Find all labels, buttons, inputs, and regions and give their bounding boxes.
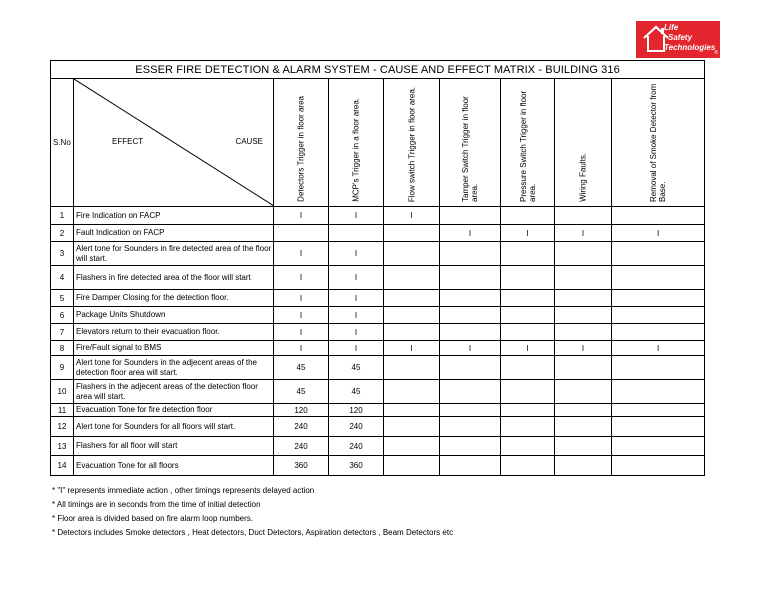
cause-header-label: Wiring Faults. [578,153,588,202]
footnote: * Floor area is divided based on fire alarm loop numbers. [52,514,253,523]
matrix-cell [440,437,501,456]
table-row [51,290,705,307]
matrix-cell: I [274,324,329,341]
cause-header-label: Removal of Smoke Detector from Base. [649,83,668,202]
matrix-cell [612,242,705,266]
matrix-cell [440,324,501,341]
matrix-cell: I [274,290,329,307]
table-row [51,437,705,456]
matrix-cell: I [329,307,384,324]
row-number: 10 [51,380,74,404]
effect-cell: Fire/Fault signal to BMS [74,341,274,356]
matrix-cell: I [612,225,705,242]
matrix-cell: 240 [274,417,329,437]
matrix-cell [555,380,612,404]
logo-line-3: Technologies [664,43,716,52]
cause-header-label: Detectors Trigger in floor area [296,96,306,202]
matrix-cell [384,324,440,341]
matrix-cell [440,417,501,437]
matrix-cell [440,404,501,417]
matrix-cell [440,242,501,266]
matrix-cell [612,266,705,290]
matrix-cell [501,404,555,417]
row-number: 14 [51,456,74,476]
matrix-cell [384,225,440,242]
footnote: * "I" represents immediate action , other timings represents delayed action [52,486,315,495]
effect-cell: Evacuation Tone for fire detection floor [74,404,274,417]
matrix-cell [440,290,501,307]
matrix-cell [501,242,555,266]
matrix-cell: 240 [274,437,329,456]
table-row [51,307,705,324]
matrix-cell: I [329,290,384,307]
matrix-cell [555,242,612,266]
matrix-cell: I [274,341,329,356]
matrix-cell: 240 [329,417,384,437]
effect-cell: Package Units Shutdown [74,307,274,324]
cause-header [274,79,329,207]
effect-cell: Flashers in fire detected area of the floor will start [74,266,274,290]
table-row [51,417,705,437]
matrix-cell: 45 [329,380,384,404]
matrix-cell [384,307,440,324]
row-number: 12 [51,417,74,437]
footnotes [52,484,453,540]
matrix-cell [384,456,440,476]
table-row [51,341,705,356]
matrix-cell [440,266,501,290]
matrix-cell: I [384,207,440,225]
row-number: 6 [51,307,74,324]
cause-effect-matrix [50,60,705,476]
effect-cell: Alert tone for Sounders in fire detected area of the floor will start. [74,242,274,266]
logo-line-2: Safety [668,33,693,42]
cause-header-label: Flow switch Trigger in floor area. [407,86,416,202]
row-number: 9 [51,356,74,380]
matrix-cell [555,207,612,225]
table-row [51,380,705,404]
table-row [51,242,705,266]
table-row [51,404,705,417]
matrix-cell [501,266,555,290]
company-logo [636,21,720,58]
effect-cell: Flashers in the adjecent areas of the detection floor area will start. [74,380,274,404]
effect-cell: Elevators return to their evacuation floor. [74,324,274,341]
matrix-cell [384,266,440,290]
matrix-cell: I [329,341,384,356]
matrix-cell: I [274,307,329,324]
table-row [51,207,705,225]
matrix-cell [501,417,555,437]
row-number: 1 [51,207,74,225]
matrix-cell [501,380,555,404]
matrix-cell [501,324,555,341]
matrix-cell: 120 [329,404,384,417]
cause-label: CAUSE [235,137,263,146]
table-row [51,324,705,341]
matrix-cell: 45 [329,356,384,380]
row-number: 2 [51,225,74,242]
row-number: 7 [51,324,74,341]
matrix-cell [501,437,555,456]
cause-header [501,79,555,207]
effect-cell: Fault Indication on FACP [74,225,274,242]
effect-cell: Fire Damper Closing for the detection floor. [74,290,274,307]
cause-header [329,79,384,207]
matrix-cell [384,290,440,307]
matrix-cell [501,307,555,324]
matrix-cell: I [274,242,329,266]
cause-header [555,79,612,207]
matrix-cell: I [555,341,612,356]
row-number: 8 [51,341,74,356]
matrix-cell [501,290,555,307]
matrix-cell [555,324,612,341]
matrix-cell [612,380,705,404]
page-title: ESSER FIRE DETECTION & ALARM SYSTEM - CAUSE AND EFFECT MATRIX - BUILDING 316 [51,61,705,79]
matrix-cell [384,437,440,456]
matrix-cell: I [555,225,612,242]
matrix-cell: I [501,341,555,356]
matrix-cell [440,207,501,225]
matrix-cell [612,307,705,324]
cause-header-label: MCP's Trigger in a floor area. [351,98,361,202]
matrix-cell: I [612,341,705,356]
matrix-cell [555,290,612,307]
cause-header-label: Pressure Switch Trigger in floor area. [518,90,537,202]
footnote: * All timings are in seconds from the time of initial detection [52,500,261,509]
effect-cell: Flashers for all floor will start [74,437,274,456]
matrix-cell: 45 [274,380,329,404]
row-number: 3 [51,242,74,266]
effect-cell: Alert tone for Sounders in the adjecent areas of the detection floor area will start. [74,356,274,380]
matrix-cell: I [274,266,329,290]
matrix-cell [612,207,705,225]
registered-mark: ® [714,50,718,56]
matrix-cell: I [329,207,384,225]
matrix-cell [555,437,612,456]
cause-header [612,79,705,207]
matrix-cell [612,324,705,341]
matrix-cell [440,380,501,404]
cause-header [440,79,501,207]
logo-line-1: Life [664,23,679,32]
cause-header [384,79,440,207]
matrix-cell: I [329,266,384,290]
table-row [51,456,705,476]
matrix-cell [555,456,612,476]
matrix-cell: 45 [274,356,329,380]
matrix-cell [329,225,384,242]
matrix-cell: 360 [274,456,329,476]
sno-header: S.No [51,79,74,207]
matrix-cell [612,356,705,380]
matrix-cell [440,456,501,476]
matrix-cell [501,207,555,225]
matrix-cell [612,417,705,437]
table-row [51,356,705,380]
matrix-cell [555,417,612,437]
effect-cell: Fire Indication on FACP [74,207,274,225]
matrix-cell [440,307,501,324]
matrix-cell: I [440,225,501,242]
matrix-cell: I [440,341,501,356]
matrix-cell: 240 [329,437,384,456]
matrix-cell: I [384,341,440,356]
matrix-cell [440,356,501,380]
footnote: * Detectors includes Smoke detectors , Heat detectors, Duct Detectors, Aspiration detectors , Beam Detectors etc [52,528,454,537]
matrix-cell [612,290,705,307]
matrix-cell: I [329,324,384,341]
matrix-cell: I [501,225,555,242]
matrix-cell [555,307,612,324]
matrix-cell: I [329,242,384,266]
effect-cell: Alert tone for Sounders for all floors will start. [74,417,274,437]
matrix-cell [501,456,555,476]
row-number: 13 [51,437,74,456]
matrix-cell [612,404,705,417]
matrix-cell [501,356,555,380]
matrix-cell [555,356,612,380]
row-number: 4 [51,266,74,290]
effect-cell: Evacuation Tone for all floors [74,456,274,476]
table-row [51,225,705,242]
matrix-cell: 120 [274,404,329,417]
matrix-cell [555,404,612,417]
effect-cause-header [74,79,274,207]
matrix-cell [384,404,440,417]
matrix-cell [612,456,705,476]
matrix-cell [384,242,440,266]
cause-header-label: Tamper Switch Trigger in floor area. [461,96,479,202]
matrix-cell [384,380,440,404]
matrix-cell [274,225,329,242]
matrix-cell [384,417,440,437]
effect-label: EFFECT [112,137,144,146]
row-number: 5 [51,290,74,307]
matrix-cell [612,437,705,456]
matrix-cell [384,356,440,380]
matrix-cell: I [274,207,329,225]
table-row [51,266,705,290]
row-number: 11 [51,404,74,417]
matrix-cell [555,266,612,290]
matrix-cell: 360 [329,456,384,476]
